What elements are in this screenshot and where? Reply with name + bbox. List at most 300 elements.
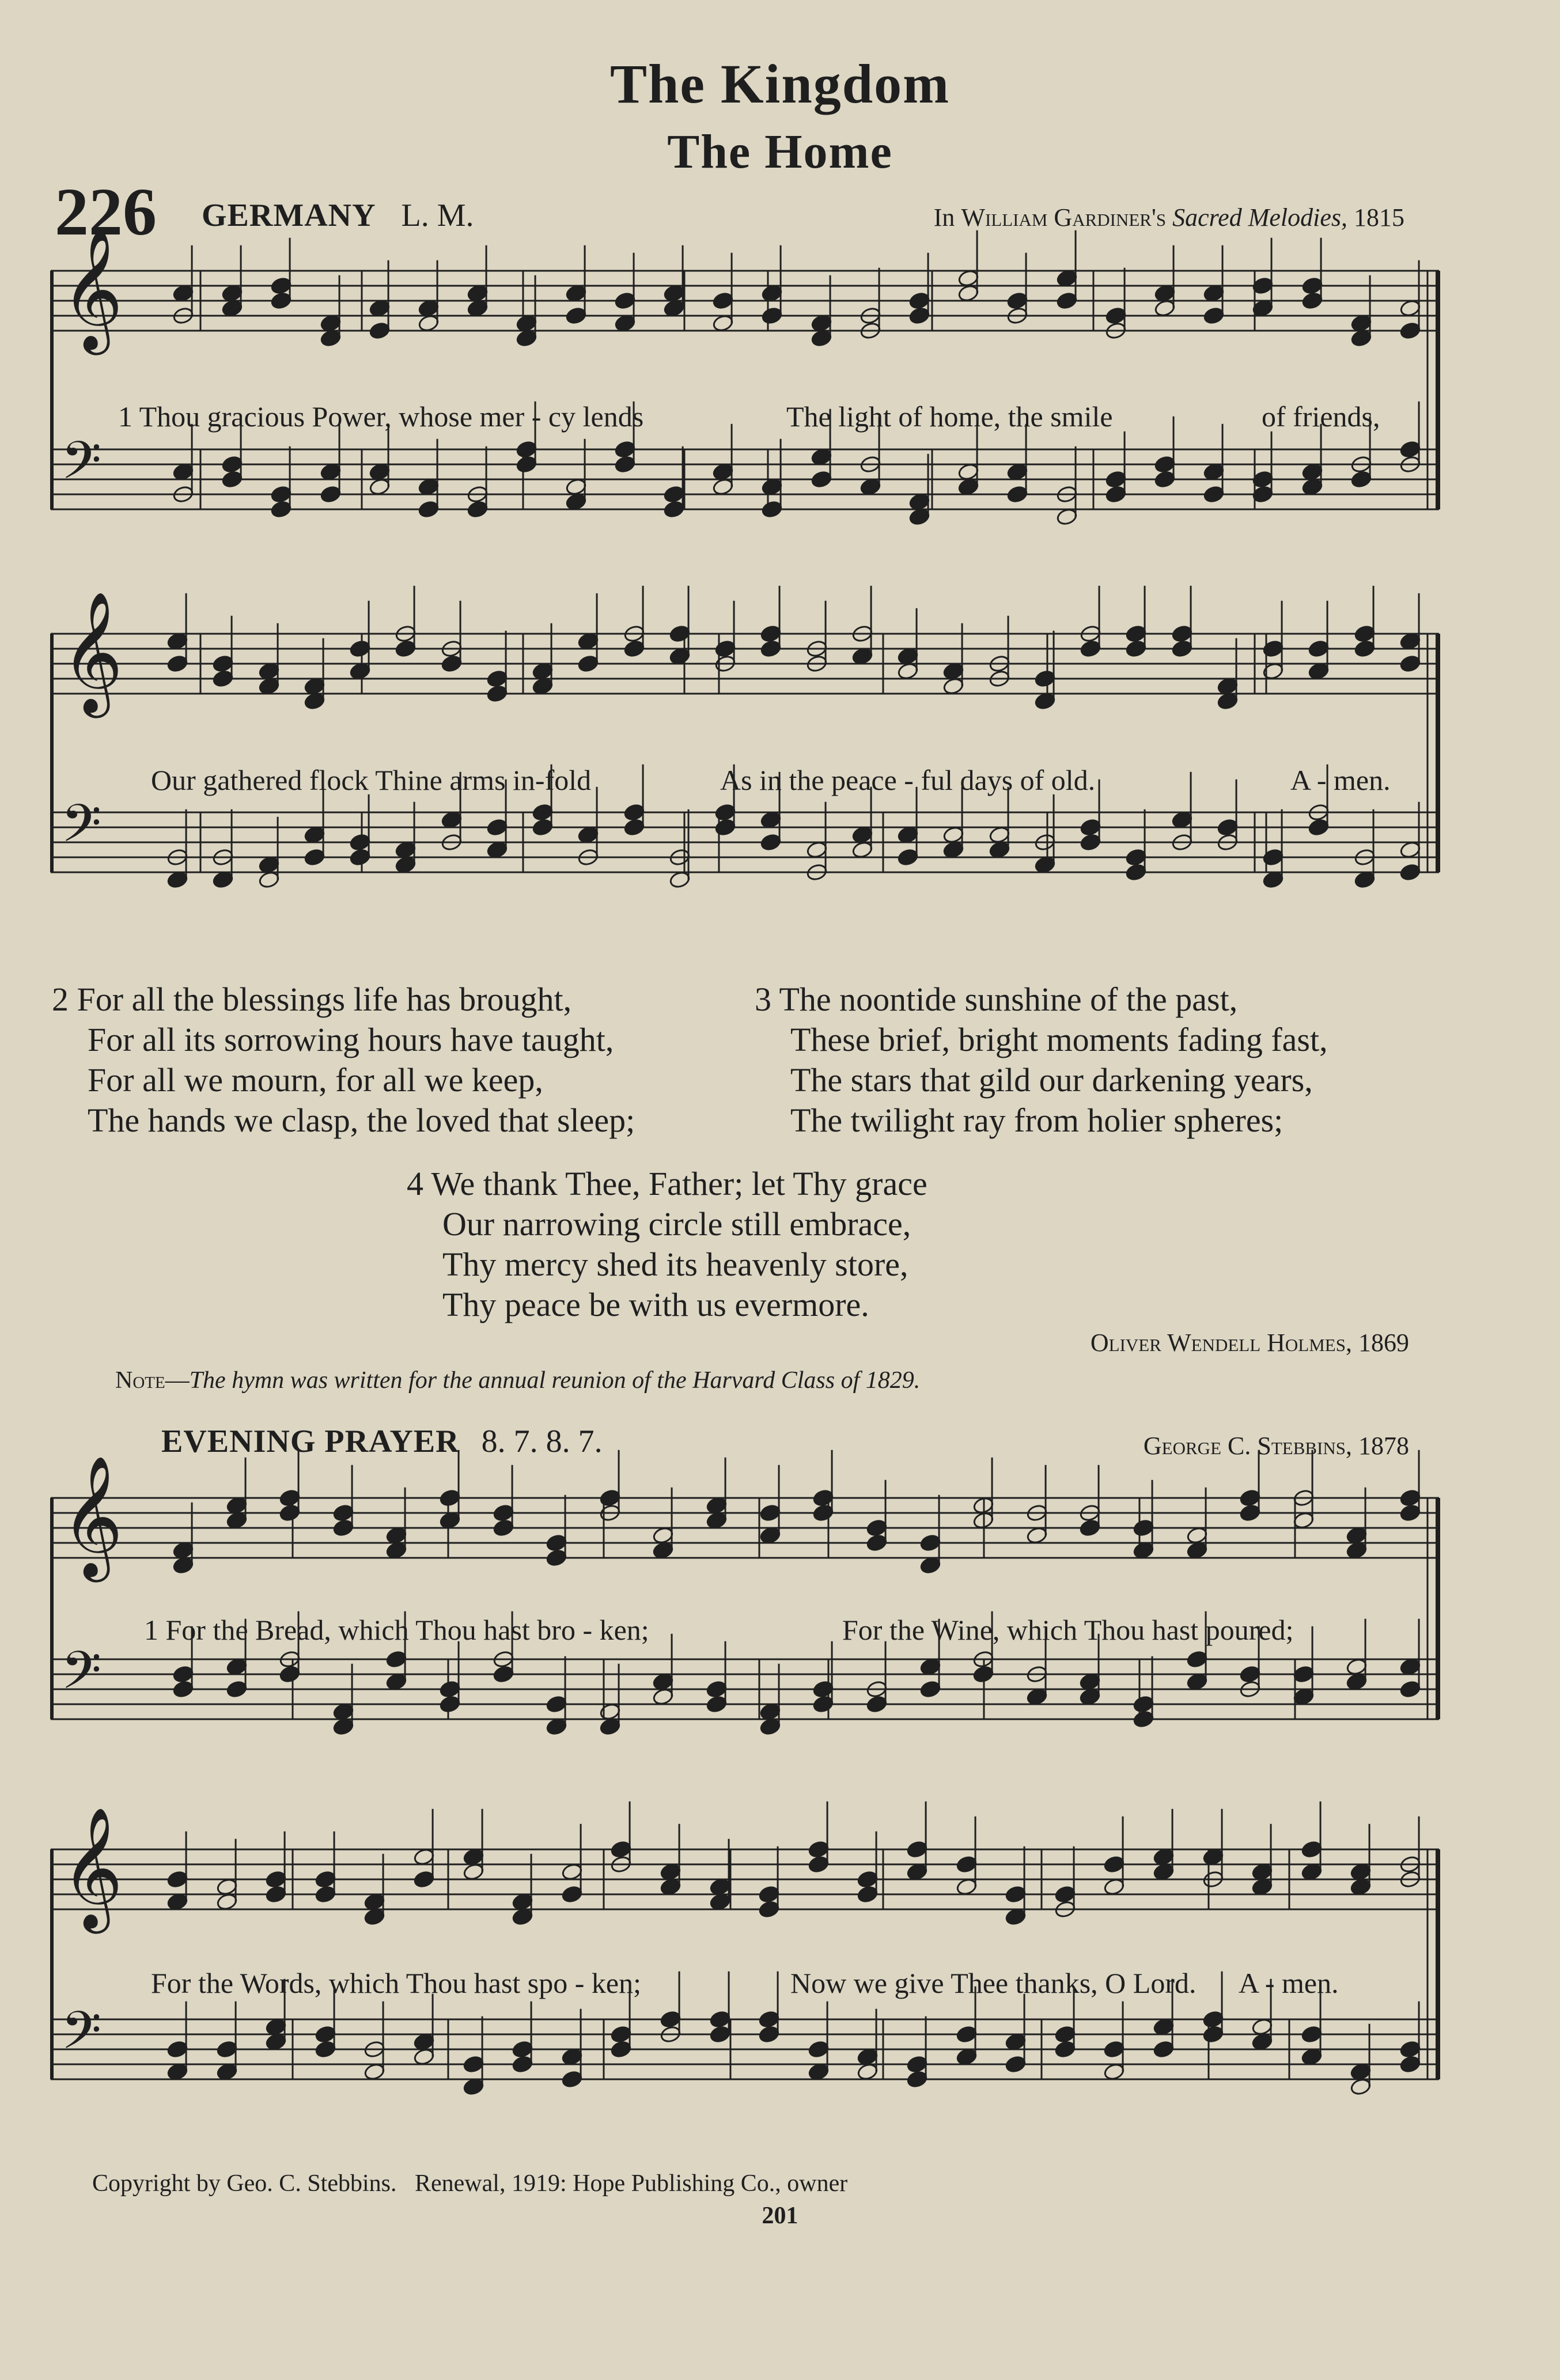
notehead [1217,677,1239,696]
notehead [1105,485,1127,504]
lyric-h2-l2-c: A - men. [1239,1967,1339,1999]
verse-number: 3 [755,981,771,1018]
notehead [758,2025,780,2044]
notehead [413,1870,435,1889]
notehead [166,2063,188,2082]
notehead [989,841,1010,860]
notehead [811,314,832,333]
notehead [565,284,587,303]
notehead [1293,1687,1315,1707]
notehead [226,1511,248,1530]
notehead [714,803,736,822]
notehead [565,493,587,512]
notehead [712,463,734,482]
notehead [172,284,194,303]
notehead [1346,1541,1368,1560]
verse-line: For all the blessings life has brought, [77,981,572,1018]
notehead [320,485,342,504]
tune-name: EVENING PRAYER [161,1424,460,1459]
notehead [1202,2010,1224,2029]
notehead [418,314,440,333]
notehead [1125,863,1147,882]
notehead [439,1680,461,1699]
notehead [1005,2055,1027,2074]
notehead [1399,654,1421,673]
notehead [315,2025,336,2044]
notehead [652,1541,674,1560]
notehead [212,669,234,688]
notehead [1153,2040,1175,2059]
notehead [906,1840,928,1859]
notehead [1399,632,1421,651]
notehead [418,478,440,497]
notehead [279,1665,301,1684]
notehead [1239,1489,1261,1508]
notehead [1006,463,1028,482]
verse-line: For all we mourn, for all we keep, [88,1061,543,1099]
notehead [364,1908,385,1927]
notehead [546,1695,567,1714]
section-title: The Kingdom [609,53,951,115]
notehead [610,2040,632,2059]
notehead [279,1489,301,1508]
notehead [851,826,873,845]
lyric-h1-l2-a: Our gathered flock Thine arms in-fold [151,764,592,796]
notehead [1125,640,1147,659]
notehead [369,299,391,318]
notehead [808,2063,830,2082]
notehead [956,2025,978,2044]
notehead [166,2040,188,2059]
notehead [1154,284,1176,303]
notehead [226,1496,248,1515]
notehead [315,2040,336,2059]
notehead [166,632,188,651]
notehead [957,478,979,497]
notehead [808,1855,830,1874]
notehead [439,1695,461,1714]
notehead [1133,1710,1154,1729]
notehead [1125,848,1147,867]
treble-clef-icon: 𝄞 [61,590,123,713]
notehead [364,1893,385,1912]
notehead [956,1855,978,1874]
notehead [1026,1526,1048,1545]
bass-staff [51,1659,1439,1719]
notehead [1239,1504,1261,1523]
bass-staff [51,449,1439,509]
notehead [623,803,645,822]
notehead [516,455,537,474]
notehead [1154,455,1176,474]
notehead [706,1680,728,1699]
lyric-h1-l1-c: of friends, [1262,400,1380,433]
notehead [812,1504,834,1523]
notehead [859,478,881,497]
notehead [812,1695,834,1714]
notehead [1133,1541,1154,1560]
notehead [1301,1840,1323,1859]
notehead [577,826,599,845]
notehead [441,654,463,673]
notehead [1346,1673,1368,1692]
notehead [172,1680,194,1699]
notehead [851,841,873,860]
notehead [1103,1878,1125,1897]
notehead [467,500,489,519]
notehead [1293,1665,1315,1684]
notehead [857,1870,879,1889]
notehead [652,1687,674,1707]
notehead [265,1885,287,1904]
notehead [1399,1680,1421,1699]
notehead [486,669,508,688]
notehead [706,1695,728,1714]
notehead [1301,277,1323,296]
notehead [1350,470,1372,489]
tune-header-2 [161,1423,603,1460]
notehead [349,662,371,681]
verse-3 [755,979,1328,1141]
verse-4 [407,1164,927,1325]
notehead [1105,307,1127,326]
notehead [761,500,783,519]
notehead [709,2025,731,2044]
notehead [1056,269,1078,288]
notehead [561,2070,583,2089]
notehead [614,292,636,311]
notehead [1399,321,1421,340]
notehead [759,1526,781,1545]
notehead [546,1534,567,1553]
notehead [532,818,554,837]
notehead [463,2055,484,2074]
notehead [1399,1489,1421,1508]
notehead [599,1717,621,1736]
notehead [706,1511,728,1530]
notehead [1171,625,1193,644]
notehead [258,871,280,890]
notehead [957,269,979,288]
notehead [808,1840,830,1859]
treble-clef-icon: 𝄞 [61,1454,123,1577]
bass-clef-icon: 𝄢 [61,430,102,504]
lyric-h2-l1-a: 1 For the Bread, which Thou hast bro - ken; [144,1614,649,1646]
notehead [467,299,489,318]
notehead [532,803,554,822]
verse-line: The noontide sunshine of the past, [779,981,1238,1018]
notehead [942,826,964,845]
notehead [212,871,234,890]
lyric-h2-l1-b: For the Wine, which Thou hast poured; [842,1614,1294,1646]
notehead [577,632,599,651]
notehead [1293,1511,1315,1530]
notehead [1079,1519,1101,1538]
notehead [172,463,194,482]
notehead [811,470,832,489]
notehead [1171,640,1193,659]
tune-meter: L. M. [401,198,474,233]
notehead [709,2010,731,2029]
notehead [712,292,734,311]
bass-clef-icon: 𝄢 [61,2000,102,2073]
verse-line: Thy mercy shed its heavenly store, [442,1246,908,1283]
notehead [166,1893,188,1912]
notehead [439,1511,461,1530]
notehead [669,871,691,890]
notehead [320,463,342,482]
notehead [1239,1665,1261,1684]
notehead [546,1549,567,1568]
notehead [418,500,440,519]
notehead [759,1717,781,1736]
notehead [760,625,782,644]
notehead [516,314,537,333]
notehead [1308,818,1330,837]
notehead [226,1680,248,1699]
notehead [1350,2063,1372,2082]
notehead [919,1556,941,1575]
notehead [532,677,554,696]
notehead [669,647,691,666]
notehead [395,841,416,860]
notehead [669,625,691,644]
verse-number: 4 [407,1165,423,1202]
notehead [806,841,828,860]
notehead [418,299,440,318]
notehead [1103,2063,1125,2082]
notehead [1399,863,1421,882]
lyric-h1-l2-b: As in the peace - ful days of old. [720,764,1096,796]
notehead [1350,1878,1372,1897]
notehead [1154,470,1176,489]
notehead [565,478,587,497]
notehead [660,2010,681,2029]
lyric-h1-l1-b: The light of home, the smile [786,400,1113,433]
notehead [216,1878,238,1897]
notehead [663,500,685,519]
notehead [1103,1855,1125,1874]
notehead [906,2055,928,2074]
notehead [493,1665,514,1684]
notehead [1399,440,1421,459]
hymn-note [115,1367,920,1394]
notehead [512,2040,533,2059]
notehead [758,2010,780,2029]
notehead [315,1870,336,1889]
notehead [221,470,243,489]
notehead [385,1673,407,1692]
notehead [221,299,243,318]
notehead [439,1489,461,1508]
notehead [1186,1541,1208,1560]
notehead [270,277,292,296]
notehead [1054,2040,1076,2059]
notehead [1080,640,1101,659]
notehead [1251,2018,1273,2037]
notehead [811,448,832,467]
notehead [908,493,930,512]
bass-staff [51,2019,1439,2079]
notehead [463,1863,484,1882]
notehead [760,833,782,852]
notehead [610,2025,632,2044]
notehead [172,1556,194,1575]
treble-staff [51,271,1439,331]
notehead [395,856,416,875]
notehead [1217,818,1239,837]
notehead [212,654,234,673]
notehead [1301,1863,1323,1882]
notehead [623,818,645,837]
notehead [660,1863,681,1882]
notehead [761,478,783,497]
notehead [486,841,508,860]
notehead [1346,1526,1368,1545]
notehead [1153,2018,1175,2037]
notehead [577,654,599,673]
notehead [265,1870,287,1889]
notehead [1133,1519,1154,1538]
notehead [166,1870,188,1889]
notehead [1308,662,1330,681]
verse-line: Our narrowing circle still embrace, [442,1205,911,1243]
notehead [599,1702,621,1721]
notehead [1054,1885,1076,1904]
notehead [866,1519,888,1538]
notehead [304,826,325,845]
notehead [561,1885,583,1904]
notehead [486,684,508,703]
notehead [760,811,782,830]
notehead [906,2070,928,2089]
notehead [919,1534,941,1553]
notehead [906,1863,928,1882]
notehead [172,1665,194,1684]
verse-2 [52,979,635,1141]
notehead [808,2040,830,2059]
notehead [221,455,243,474]
notehead [1262,871,1284,890]
notehead [614,455,636,474]
notehead [413,2048,435,2067]
notehead [1399,2040,1421,2059]
notehead [258,662,280,681]
notehead [1350,2078,1372,2097]
notehead [1354,640,1376,659]
notehead [565,307,587,326]
notehead [614,440,636,459]
notehead [714,640,736,659]
notehead [332,1504,354,1523]
notehead [610,1840,632,1859]
notehead [270,500,292,519]
copyright-notice: Copyright by Geo. C. Stebbins. Renewal, 1919: Hope Publishing Co., owner [92,2170,848,2197]
notehead [761,284,783,303]
bass-clef-icon: 𝄢 [61,793,102,867]
notehead [1350,1863,1372,1882]
notehead [1133,1695,1154,1714]
notehead [441,811,463,830]
notehead [349,833,371,852]
notehead [857,2048,879,2067]
notehead [866,1695,888,1714]
notehead [989,826,1010,845]
treble-staff [51,1849,1439,1909]
notehead [467,284,489,303]
notehead [1301,292,1323,311]
notehead [320,314,342,333]
notehead [758,1885,780,1904]
lyric-h1-l2-c: A - men. [1290,764,1391,796]
notehead [364,2063,385,2082]
notehead [1054,2025,1076,2044]
verse-line: The stars that gild our darkening years, [790,1061,1313,1099]
notehead [1105,470,1127,489]
notehead [546,1717,567,1736]
notehead [332,1519,354,1538]
verse-line: These brief, bright moments fading fast, [790,1021,1328,1058]
notehead [1399,299,1421,318]
tune-header [202,197,474,234]
tune-name: GERMANY [202,198,376,233]
notehead [369,463,391,482]
notehead [463,1848,484,1867]
source-credit [934,203,1404,232]
notehead [349,640,371,659]
notehead [857,1885,879,1904]
note-text: The hymn was written for the annual reunion of the Harvard Class of 1829. [189,1367,921,1394]
notehead [270,485,292,504]
notehead [663,299,685,318]
notehead [1153,1863,1175,1882]
notehead [1186,1673,1208,1692]
notehead [1034,692,1056,711]
notehead [1399,1658,1421,1677]
notehead [972,1665,994,1684]
notehead [1080,818,1101,837]
notehead [714,818,736,837]
lyric-h2-l2-a: For the Words, which Thou hast spo - ken; [151,1967,642,1999]
lyric-h1-l1-a: 1 Thou gracious Power, whose mer - cy lends [118,400,644,433]
notehead [1154,299,1176,318]
notehead [652,1673,674,1692]
hymn-number: 226 [55,174,157,249]
verse-line: The twilight ray from holier spheres; [790,1102,1283,1139]
notehead [1217,692,1239,711]
notehead [226,1658,248,1677]
notehead [919,1680,941,1699]
notehead [270,292,292,311]
notehead [758,1900,780,1919]
note-label: Note— [115,1367,190,1394]
notehead [897,848,919,867]
notehead [1354,625,1376,644]
notehead [1056,292,1078,311]
notehead [1005,2033,1027,2052]
notehead [320,329,342,348]
notehead [1079,1687,1101,1707]
notehead [812,1680,834,1699]
treble-clef-icon: 𝄞 [61,227,123,350]
notehead [216,2063,238,2082]
notehead [349,848,371,867]
notehead [1251,1878,1273,1897]
notehead [1301,2048,1323,2067]
notehead [332,1717,354,1736]
notehead [332,1702,354,1721]
notehead [561,2048,583,2067]
